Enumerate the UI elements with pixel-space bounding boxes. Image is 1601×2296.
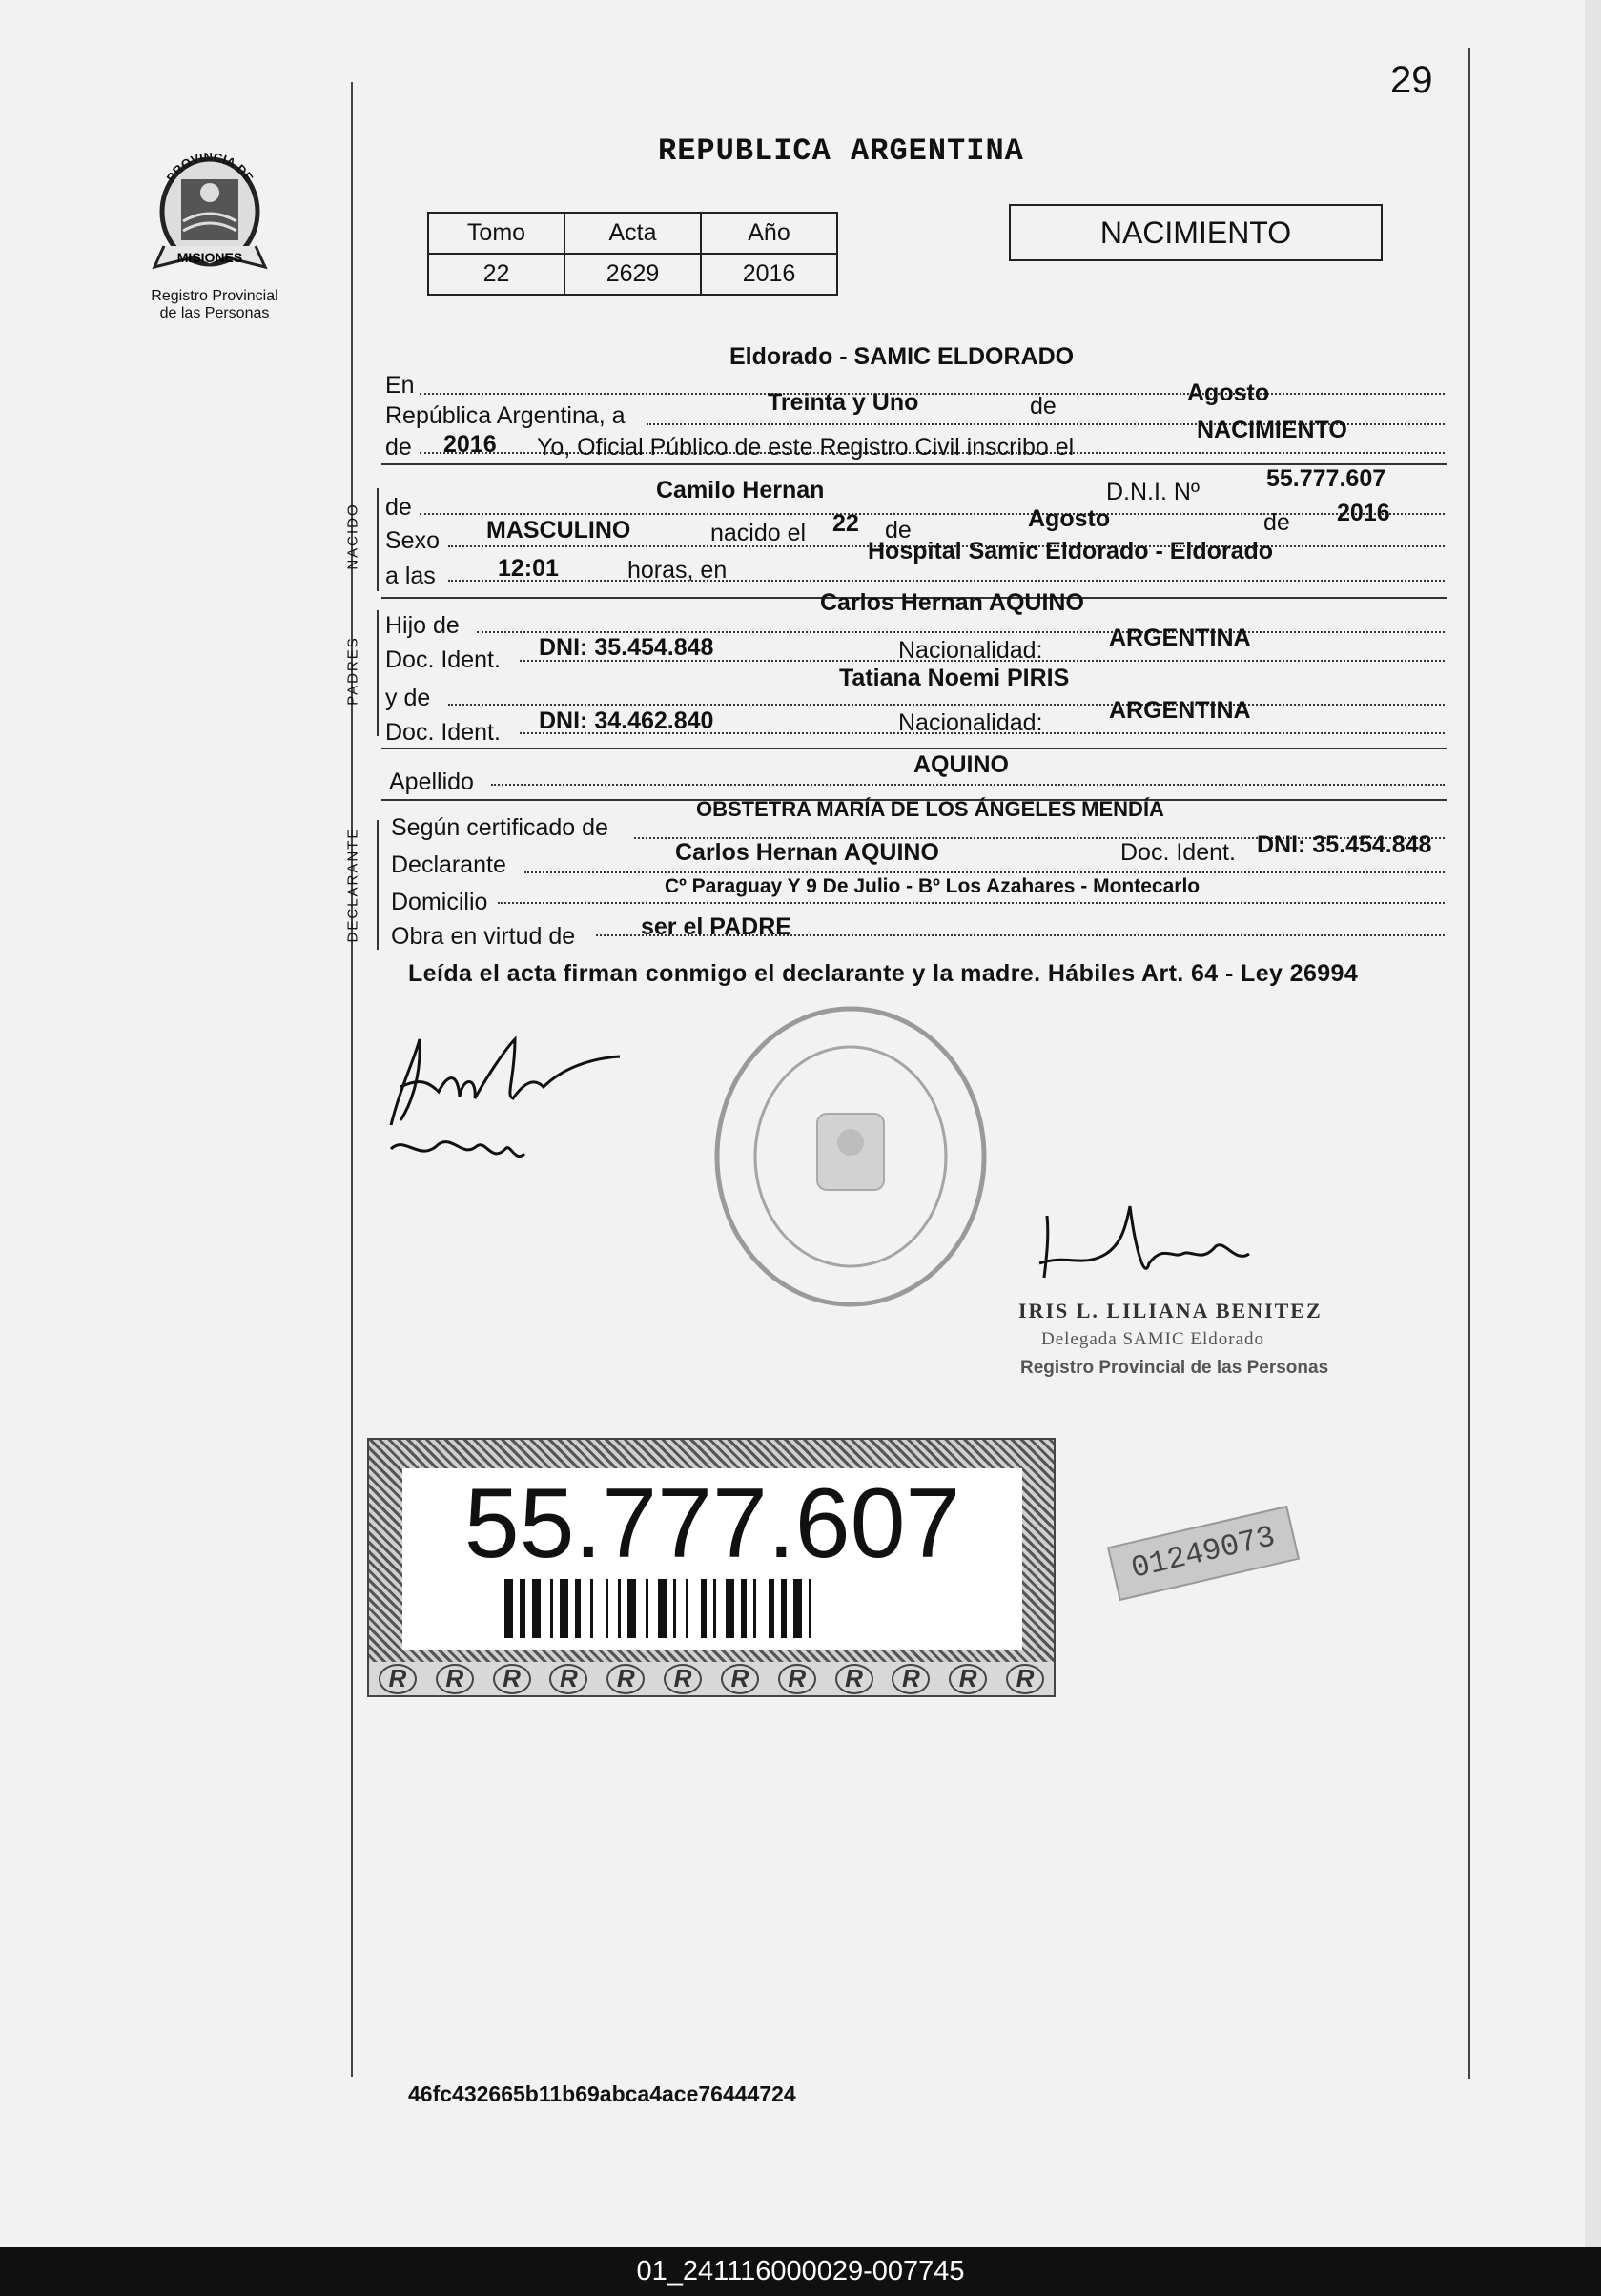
pattern-mark: R xyxy=(778,1664,816,1694)
pattern-mark: R xyxy=(436,1664,474,1694)
value-declarante-name: Carlos Hernan AQUINO xyxy=(675,839,939,866)
label-nacido-el: nacido el xyxy=(710,520,807,546)
dots-line-domicilio xyxy=(498,902,1445,904)
value-father-nationality: ARGENTINA xyxy=(1109,625,1251,651)
emblem-banner-text: MISIONES xyxy=(176,250,243,265)
value-apellido: AQUINO xyxy=(913,751,1009,778)
dots-line-apellido xyxy=(491,784,1445,786)
dots-line-name xyxy=(420,513,1445,515)
barcode-bar xyxy=(686,1579,688,1638)
table-header-ano: Año xyxy=(701,213,837,254)
label-sexo: Sexo xyxy=(385,527,440,554)
label-de-name: de xyxy=(385,494,412,521)
pattern-mark: R xyxy=(949,1664,987,1694)
value-sexo: MASCULINO xyxy=(486,517,631,543)
value-en: Eldorado - SAMIC ELDORADO xyxy=(729,343,1075,370)
label-apellido: Apellido xyxy=(389,769,474,795)
doc-type-box: NACIMIENTO xyxy=(1009,204,1383,261)
misiones-emblem-icon xyxy=(143,133,277,286)
barcode-bar xyxy=(504,1579,513,1638)
pattern-mark: R xyxy=(835,1664,873,1694)
barcode-bar xyxy=(809,1579,811,1638)
pattern-mark: R xyxy=(892,1664,930,1694)
official-name: IRIS L. LILIANA BENITEZ xyxy=(1018,1299,1323,1322)
value-mother-doc: DNI: 34.462.840 xyxy=(539,707,714,734)
barcode-bar xyxy=(627,1579,636,1638)
label-y-de: y de xyxy=(385,685,431,711)
dots-line-mother xyxy=(448,704,1445,706)
value-certificado: OBSTETRA MARÍA DE LOS ÁNGELES MENDÍA xyxy=(696,797,1164,821)
pattern-mark: R xyxy=(721,1664,759,1694)
barcode-bar xyxy=(741,1579,747,1638)
dots-line-declarante xyxy=(524,871,1445,873)
label-dni: D.N.I. Nº xyxy=(1106,479,1201,505)
value-day-words: Treinta y Uno xyxy=(768,389,919,416)
table-cell-ano: 2016 xyxy=(701,254,837,295)
barcode-bar xyxy=(713,1579,716,1638)
barcode-bar xyxy=(575,1579,581,1638)
declarante-section-bar xyxy=(377,820,379,950)
emblem-arc-text: PROVINCIA DE xyxy=(163,149,257,185)
stamp-number-sticker: 01249073 xyxy=(1107,1506,1300,1601)
barcode-bar xyxy=(532,1579,541,1638)
registry-label-line-2: de las Personas xyxy=(159,305,270,321)
label-de: de xyxy=(1030,393,1057,420)
value-birth-year: 2016 xyxy=(1337,500,1390,526)
label-en: En xyxy=(385,372,415,399)
barcode-bar xyxy=(590,1579,593,1638)
value-domicilio: Cº Paraguay Y 9 De Julio - Bº Los Azahares - Montecarlo xyxy=(665,875,1201,897)
barcode-bar xyxy=(550,1579,553,1638)
value-mother-name: Tatiana Noemi PIRIS xyxy=(839,665,1070,691)
barcode-bar xyxy=(646,1579,648,1638)
barcode xyxy=(503,1579,922,1638)
pattern-mark: R xyxy=(1006,1664,1044,1694)
pattern-mark: R xyxy=(379,1664,417,1694)
barcode-bar xyxy=(606,1579,608,1638)
table-header-tomo: Tomo xyxy=(428,213,564,254)
value-time: 12:01 xyxy=(498,555,559,582)
right-margin-line xyxy=(1468,48,1470,2079)
official-role: Delegada SAMIC Eldorado xyxy=(1041,1329,1265,1349)
label-doc-mother: Doc. Ident. xyxy=(385,719,501,746)
footer-strip: 01_241116000029-007745 xyxy=(0,2247,1601,2296)
barcode-bar xyxy=(781,1579,787,1638)
registry-label xyxy=(124,288,305,322)
divider-3 xyxy=(381,748,1447,749)
label-de-month: de xyxy=(885,517,912,543)
label-certificado: Según certificado de xyxy=(391,814,608,841)
label-hijo-de: Hijo de xyxy=(385,612,460,639)
value-father-name: Carlos Hernan AQUINO xyxy=(820,589,1084,616)
id-label xyxy=(367,1438,1056,1697)
declarant-signature xyxy=(372,1020,639,1173)
label-domicilio: Domicilio xyxy=(391,889,488,915)
label-declarante: Declarante xyxy=(391,851,506,878)
label-doc-declarante: Doc. Ident. xyxy=(1120,839,1236,866)
value-mother-nationality: ARGENTINA xyxy=(1109,697,1251,724)
value-birth-month: Agosto xyxy=(1028,505,1111,532)
id-label-number: 55.777.607 xyxy=(463,1468,961,1579)
table-cell-tomo: 22 xyxy=(428,254,564,295)
table-header-acta: Acta xyxy=(564,213,701,254)
value-child-name: Camilo Hernan xyxy=(656,477,825,503)
table-cell-acta: 2629 xyxy=(564,254,701,295)
barcode-bar xyxy=(701,1579,707,1638)
value-birth-day: 22 xyxy=(832,510,859,537)
id-label-panel xyxy=(402,1468,1022,1650)
label-doc-father: Doc. Ident. xyxy=(385,646,501,673)
reference-table xyxy=(427,212,838,296)
value-year: 2016 xyxy=(443,431,497,458)
label-oficial: Yo, Oficial Público de este Registro Civil inscribo el xyxy=(537,434,1075,461)
official-signature xyxy=(1030,1187,1259,1306)
page-edge xyxy=(1585,0,1601,2247)
barcode-bar xyxy=(658,1579,667,1638)
dots-line-hijo xyxy=(477,631,1445,633)
pattern-mark: R xyxy=(493,1664,531,1694)
barcode-bar xyxy=(769,1579,774,1638)
label-de-year2: de xyxy=(1263,509,1290,536)
barcode-bar xyxy=(560,1579,568,1638)
value-month: Agosto xyxy=(1187,379,1270,406)
pattern-mark: R xyxy=(664,1664,702,1694)
pattern-mark: R xyxy=(606,1664,645,1694)
value-declarante-doc: DNI: 35.454.848 xyxy=(1257,831,1432,858)
left-margin-line xyxy=(351,82,353,2077)
section-label-nacido: NACIDO xyxy=(344,502,361,570)
label-nationality-mother: Nacionalidad: xyxy=(898,709,1043,736)
barcode-bar xyxy=(618,1579,621,1638)
section-label-padres: PADRES xyxy=(344,636,361,706)
document-title: REPUBLICA ARGENTINA xyxy=(658,133,1024,169)
value-father-doc: DNI: 35.454.848 xyxy=(539,634,714,661)
label-de-year: de xyxy=(385,434,412,461)
id-label-pattern-row xyxy=(369,1662,1054,1695)
padres-section-bar xyxy=(377,610,379,736)
document-hash: 46fc432665b11b69abca4ace76444724 xyxy=(408,2081,796,2106)
barcode-bar xyxy=(793,1579,802,1638)
barcode-bar xyxy=(726,1579,734,1638)
section-label-declarante: DECLARANTE xyxy=(344,827,361,943)
label-republica: República Argentina, a xyxy=(385,402,626,429)
barcode-bar xyxy=(520,1579,525,1638)
nacido-section-bar xyxy=(377,488,379,591)
pattern-mark: R xyxy=(549,1664,587,1694)
value-place: Hospital Samic Eldorado - Eldorado xyxy=(868,538,1274,564)
official-seal xyxy=(708,999,994,1314)
registry-label-line-1: Registro Provincial xyxy=(151,288,278,304)
barcode-bar xyxy=(753,1579,756,1638)
official-org: Registro Provincial de las Personas xyxy=(1020,1358,1329,1378)
label-a-las: a las xyxy=(385,563,436,589)
label-horas: horas, en xyxy=(627,557,728,584)
value-act-type: NACIMIENTO xyxy=(1197,417,1347,443)
label-obra: Obra en virtud de xyxy=(391,923,576,950)
value-obra: ser el PADRE xyxy=(641,913,791,940)
dots-line-en xyxy=(420,393,1445,395)
page-number: 29 xyxy=(1390,59,1433,101)
value-dni: 55.777.607 xyxy=(1266,465,1386,492)
dots-line-alas xyxy=(448,580,1445,582)
barcode-bar xyxy=(673,1579,676,1638)
closing-text: Leída el acta firman conmigo el declarante y la madre. Hábiles Art. 64 - Ley 26994 xyxy=(408,960,1359,987)
label-nationality-father: Nacionalidad: xyxy=(898,637,1043,664)
